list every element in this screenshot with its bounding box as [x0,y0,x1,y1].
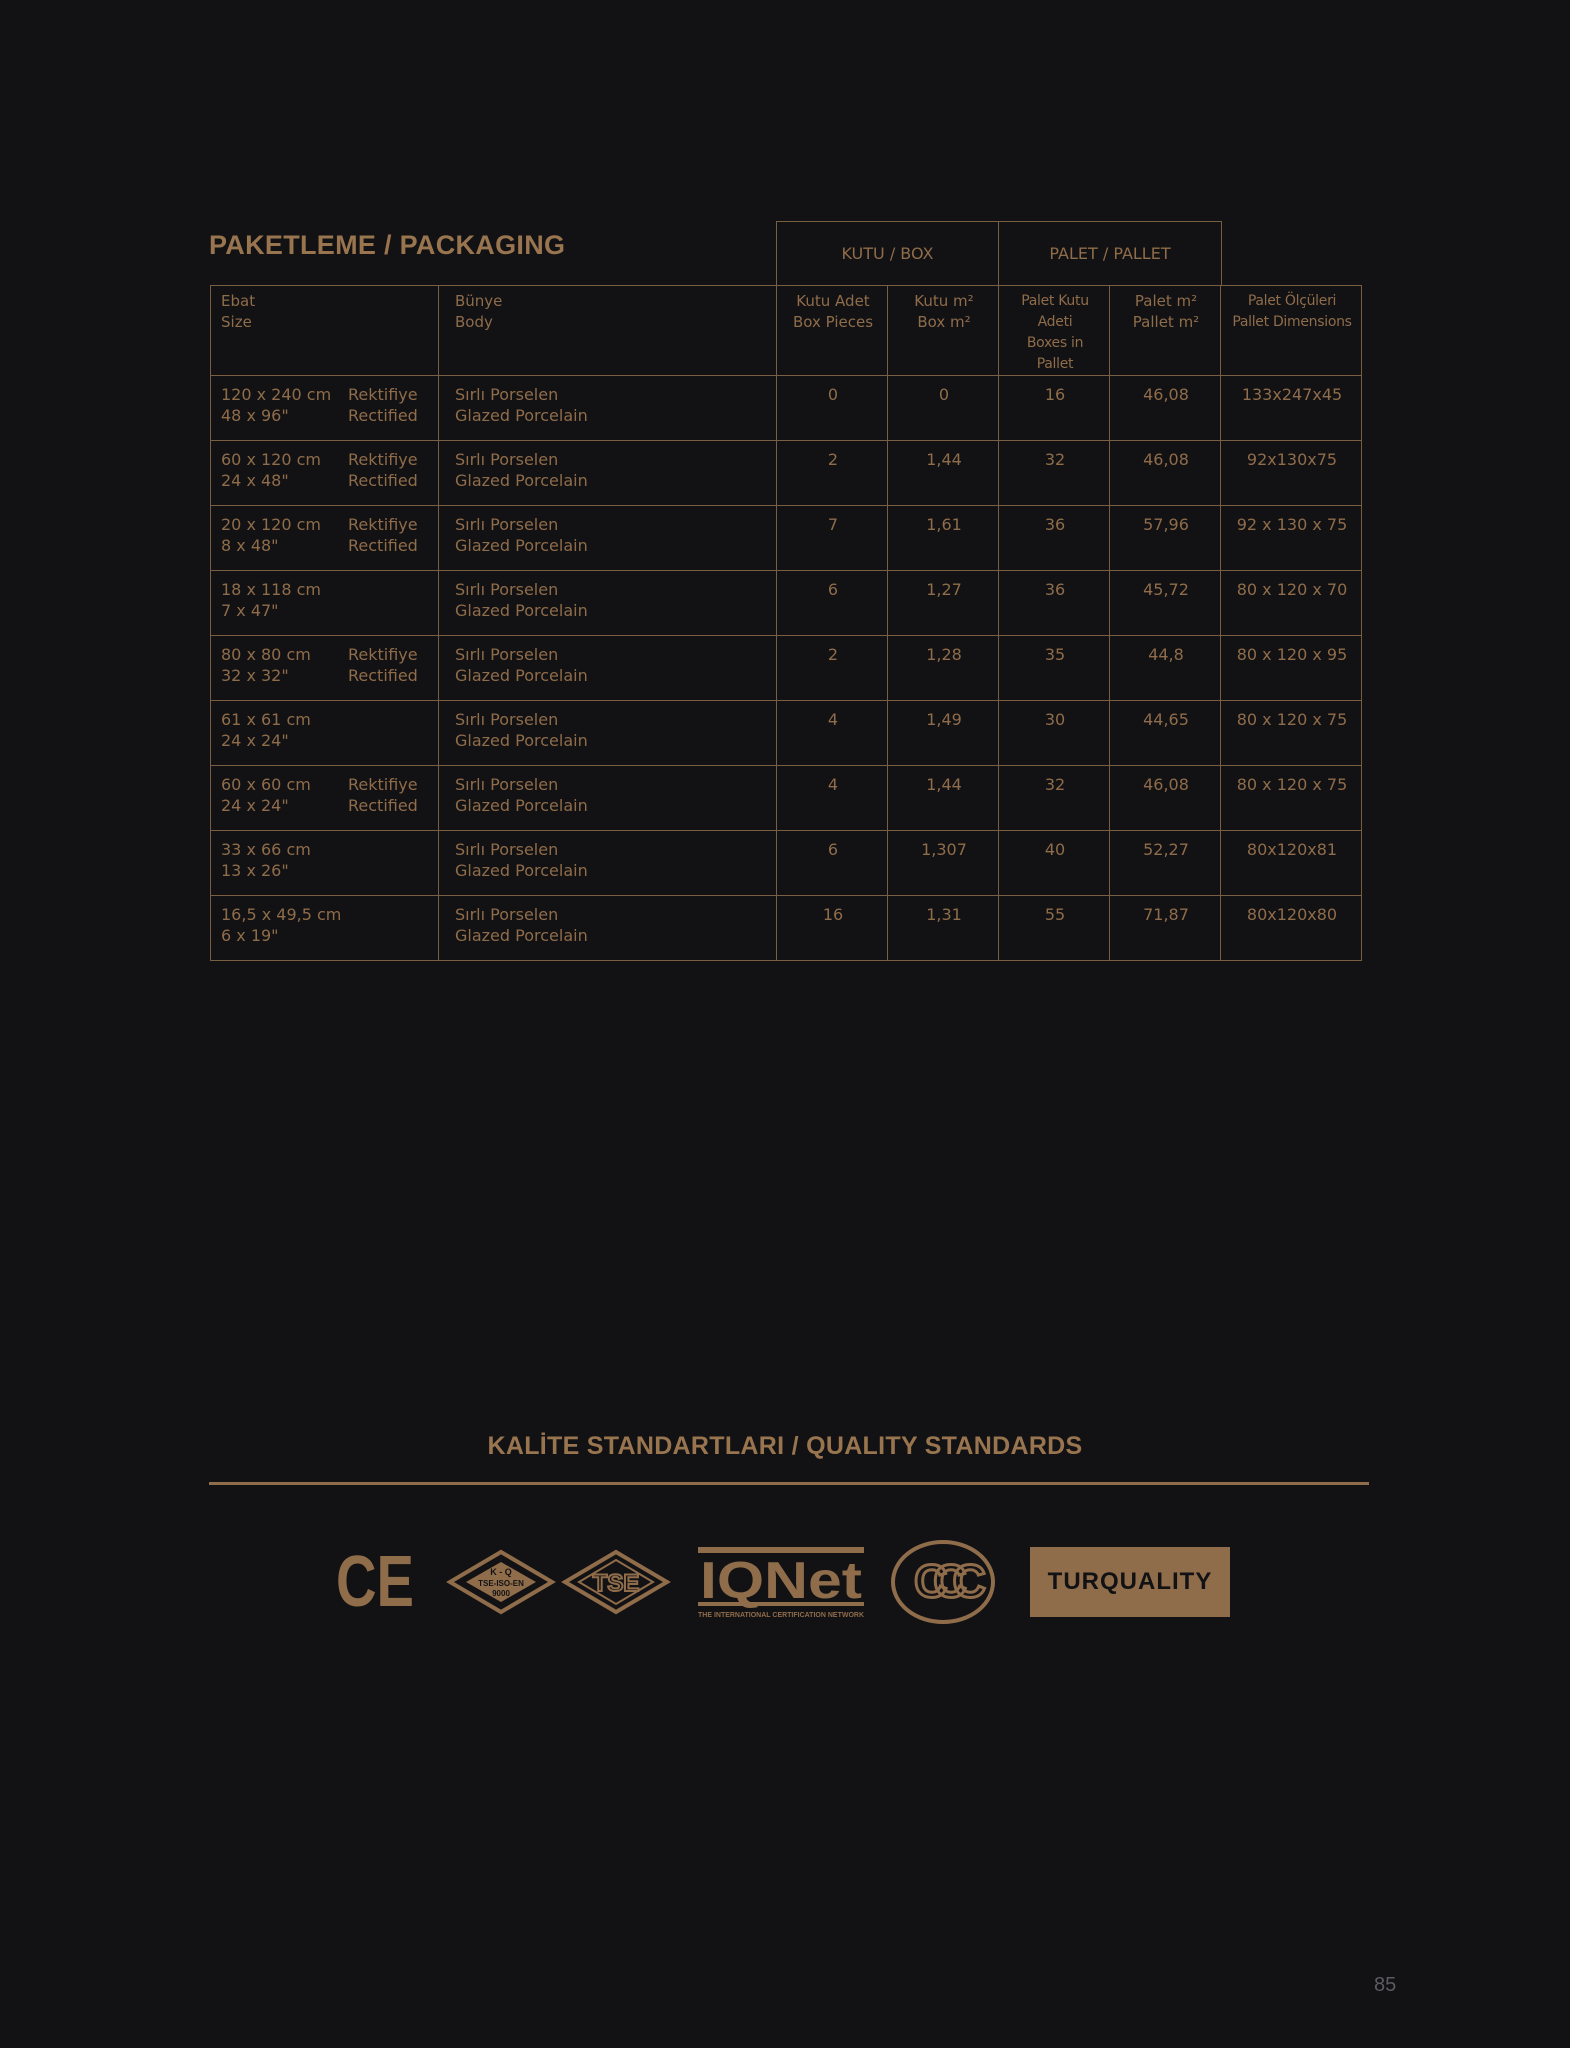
box-m2-cell: 0 [888,376,999,441]
packaging-table [210,285,1362,961]
table-row [211,441,1362,506]
size-inch: 6 x 19" [221,926,279,945]
size-inch: 7 x 47" [221,601,279,620]
table-row [211,636,1362,701]
body-header-tr: Bünye [455,292,503,310]
pallet-dim-cell: 80x120x80 [1221,896,1362,961]
size-cm: 60 x 120 cm [221,450,322,469]
table-row [211,571,1362,636]
pallet-m2-cell: 44,65 [1110,701,1221,766]
box-pieces-cell: 2 [777,441,888,506]
ce-mark-text: CE [336,1542,414,1622]
body-tr: Sırlı Porselen [455,515,559,534]
body-cell [439,831,777,896]
box-pieces-cell: 0 [777,376,888,441]
kq-top-text: K - Q [490,1567,512,1577]
size-cell [211,896,439,961]
boxes-pallet-cell: 32 [999,766,1110,831]
body-en: Glazed Porcelain [455,406,588,425]
box-m2-column-header [888,286,999,376]
table-row [211,766,1362,831]
iqnet-text: IQNet [700,1552,862,1610]
box-m2-cell: 1,49 [888,701,999,766]
body-header-en: Body [455,313,493,331]
size-cm: 61 x 61 cm [221,710,311,729]
pallet-group-header: PALET / PALLET [998,221,1222,285]
rectified-tr: Rektifiye [348,385,418,404]
body-en: Glazed Porcelain [455,731,588,750]
size-cell [211,506,439,571]
pallet-dim-cell: 92x130x75 [1221,441,1362,506]
box-pieces-header-tr: Kutu Adet [796,292,870,310]
body-cell [439,506,777,571]
pallet-dim-header-en: Pallet Dimensions [1232,314,1352,330]
size-cm: 20 x 120 cm [221,515,322,534]
pallet-m2-cell: 46,08 [1110,766,1221,831]
rectified-label [348,514,418,556]
pallet-m2-cell: 46,08 [1110,441,1221,506]
rectified-tr: Rektifiye [348,450,418,469]
body-tr: Sırlı Porselen [455,840,559,859]
rectified-en: Rectified [348,536,418,555]
pallet-m2-cell: 71,87 [1110,896,1221,961]
ccc-mark-icon [889,1538,997,1626]
pallet-dim-cell: 80 x 120 x 75 [1221,766,1362,831]
packaging-title: PAKETLEME / PACKAGING [209,230,566,260]
rectified-tr: Rektifiye [348,515,418,534]
size-cm: 16,5 x 49,5 cm [221,905,342,924]
box-m2-cell: 1,44 [888,441,999,506]
ce-mark-icon [336,1542,416,1622]
size-cell [211,376,439,441]
kq-mid-text: TSE-ISO-EN [478,1579,524,1588]
body-cell [439,571,777,636]
body-cell [439,636,777,701]
box-pieces-cell: 4 [777,766,888,831]
boxes-pallet-cell: 40 [999,831,1110,896]
boxes-pallet-cell: 55 [999,896,1110,961]
pallet-dim-header-tr: Palet Ölçüleri [1247,293,1337,309]
size-inch: 32 x 32" [221,666,289,685]
size-cell [211,441,439,506]
rectified-en: Rectified [348,666,418,685]
size-cm: 120 x 240 cm [221,385,332,404]
turquality-text: TURQUALITY [1047,1568,1213,1595]
table-row [211,896,1362,961]
box-m2-cell: 1,61 [888,506,999,571]
iqnet-logo-icon [698,1546,864,1622]
pallet-dim-cell: 80 x 120 x 95 [1221,636,1362,701]
box-group-header: KUTU / BOX [776,221,999,285]
body-tr: Sırlı Porselen [455,580,559,599]
iqnet-tagline: THE INTERNATIONAL CERTIFICATION NETWORK [698,1612,864,1619]
size-cell [211,701,439,766]
size-inch: 13 x 26" [221,861,289,880]
box-pieces-cell: 7 [777,506,888,571]
body-en: Glazed Porcelain [455,861,588,880]
body-en: Glazed Porcelain [455,926,588,945]
rectified-label [348,384,418,426]
tse-mark-icon [563,1550,669,1614]
table-row [211,376,1362,441]
size-cm: 18 x 118 cm [221,580,322,599]
size-cell [211,766,439,831]
boxes-pallet-header-en: Boxes in Pallet [1026,335,1084,372]
rectified-en: Rectified [348,406,418,425]
size-cell [211,571,439,636]
pallet-dim-cell: 80x120x81 [1221,831,1362,896]
rectified-label [348,774,418,816]
size-cell [211,831,439,896]
pallet-m2-header-tr: Palet m² [1134,292,1198,310]
body-en: Glazed Porcelain [455,536,588,555]
body-column-header [439,286,777,376]
box-m2-cell: 1,27 [888,571,999,636]
boxes-pallet-cell: 16 [999,376,1110,441]
body-en: Glazed Porcelain [455,601,588,620]
ccc-text: CCC [914,1555,972,1607]
size-column-header [211,286,439,376]
pallet-dim-cell: 80 x 120 x 75 [1221,701,1362,766]
body-en: Glazed Porcelain [455,796,588,815]
rectified-en: Rectified [348,796,418,815]
box-pieces-column-header [777,286,888,376]
body-tr: Sırlı Porselen [455,775,559,794]
size-cm: 60 x 60 cm [221,775,311,794]
table-row [211,831,1362,896]
size-inch: 24 x 24" [221,731,289,750]
table-row [211,701,1362,766]
boxes-pallet-column-header [999,286,1110,376]
box-pieces-header-en: Box Pieces [792,313,874,331]
box-pieces-cell: 4 [777,701,888,766]
box-pieces-cell: 6 [777,831,888,896]
page-number: 85 [1374,1974,1397,1996]
size-cell [211,636,439,701]
rectified-label [348,644,418,686]
box-pieces-cell: 16 [777,896,888,961]
boxes-pallet-header-tr: Palet Kutu Adeti [1021,293,1089,330]
pallet-dim-cell: 133x247x45 [1221,376,1362,441]
boxes-pallet-cell: 36 [999,506,1110,571]
body-cell [439,441,777,506]
box-pieces-cell: 2 [777,636,888,701]
quality-standards-title: KALİTE STANDARTLARI / QUALITY STANDARDS [487,1432,1083,1460]
body-cell [439,376,777,441]
boxes-pallet-cell: 30 [999,701,1110,766]
pallet-m2-column-header [1110,286,1221,376]
boxes-pallet-cell: 32 [999,441,1110,506]
body-tr: Sırlı Porselen [455,385,559,404]
pallet-m2-cell: 46,08 [1110,376,1221,441]
rectified-tr: Rektifiye [348,775,418,794]
box-m2-header-tr: Kutu m² [914,292,974,310]
size-inch: 8 x 48" [221,536,279,555]
rectified-tr: Rektifiye [348,645,418,664]
turquality-logo [1030,1547,1230,1617]
body-cell [439,766,777,831]
size-header-tr: Ebat [221,292,256,310]
body-tr: Sırlı Porselen [455,645,559,664]
box-m2-cell: 1,31 [888,896,999,961]
pallet-dim-column-header [1221,286,1362,376]
rectified-en: Rectified [348,471,418,490]
body-tr: Sırlı Porselen [455,905,559,924]
boxes-pallet-cell: 36 [999,571,1110,636]
size-inch: 24 x 48" [221,471,289,490]
body-tr: Sırlı Porselen [455,450,559,469]
box-pieces-cell: 6 [777,571,888,636]
pallet-dim-cell: 80 x 120 x 70 [1221,571,1362,636]
pallet-dim-cell: 92 x 130 x 75 [1221,506,1362,571]
kq-bottom-text: 9000 [492,1589,510,1598]
body-cell [439,701,777,766]
size-header-en: Size [221,313,252,331]
quality-divider [209,1482,1369,1485]
boxes-pallet-cell: 35 [999,636,1110,701]
box-m2-cell: 1,28 [888,636,999,701]
table-header-row [211,286,1362,376]
body-en: Glazed Porcelain [455,666,588,685]
box-m2-cell: 1,307 [888,831,999,896]
box-m2-header-en: Box m² [917,313,971,331]
pallet-m2-cell: 52,27 [1110,831,1221,896]
kq-iso-9000-icon [448,1550,554,1614]
body-cell [439,896,777,961]
pallet-m2-cell: 45,72 [1110,571,1221,636]
size-cm: 33 x 66 cm [221,840,311,859]
rectified-label [348,449,418,491]
size-inch: 48 x 96" [221,406,289,425]
pallet-m2-cell: 44,8 [1110,636,1221,701]
box-m2-cell: 1,44 [888,766,999,831]
body-tr: Sırlı Porselen [455,710,559,729]
pallet-m2-cell: 57,96 [1110,506,1221,571]
size-inch: 24 x 24" [221,796,289,815]
size-cm: 80 x 80 cm [221,645,311,664]
body-en: Glazed Porcelain [455,471,588,490]
table-row [211,506,1362,571]
tse-text: TSE [592,1570,640,1597]
pallet-m2-header-en: Pallet m² [1132,313,1200,331]
